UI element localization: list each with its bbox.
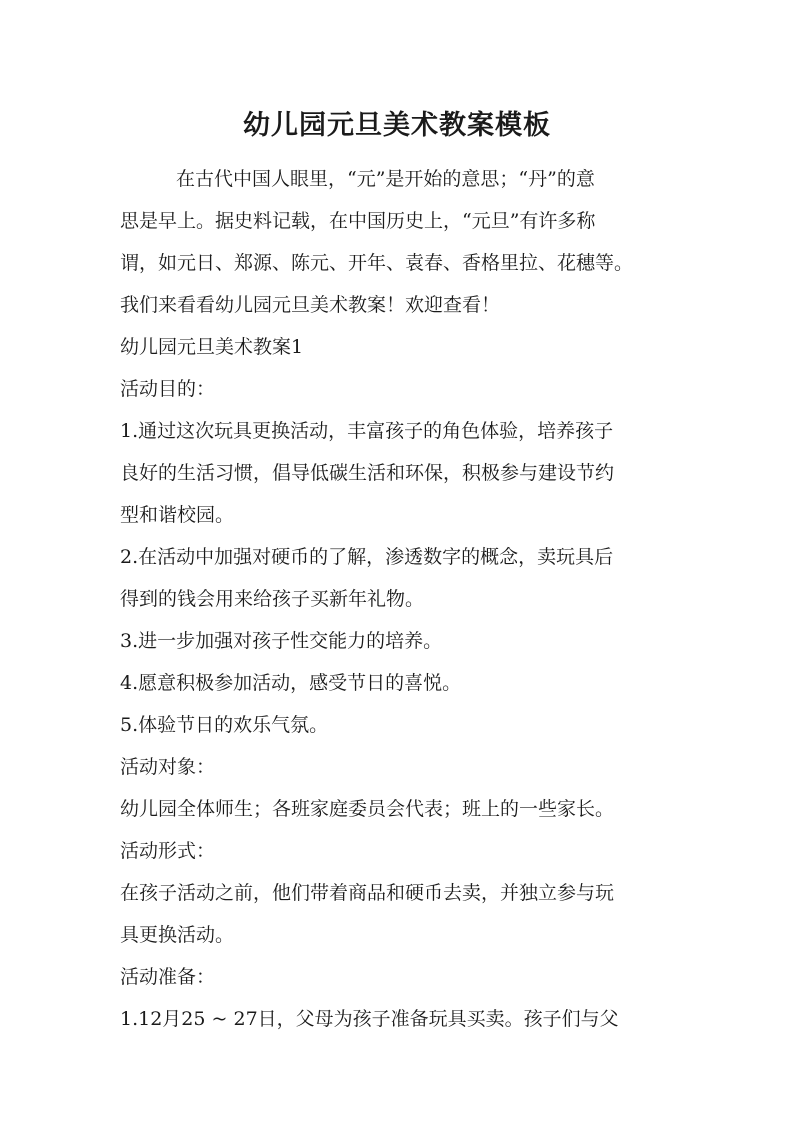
- paragraph-line: 在孩子活动之前，他们带着商品和硬币去卖，并独立参与玩: [120, 882, 615, 904]
- paragraph-line: 在古代中国人眼里，“元”是开始的意思；“丹”的意: [176, 168, 595, 190]
- paragraph-line: 1.通过这次玩具更换活动，丰富孩子的角色体验，培养孩子: [120, 420, 614, 442]
- paragraph-line: 2.在活动中加强对硬币的了解，渗透数字的概念，卖玩具后: [120, 546, 614, 568]
- document-body: [120, 158, 680, 1040]
- section-label: 活动对象：: [120, 756, 216, 778]
- section-label: 活动目的：: [120, 378, 216, 400]
- paragraph-line: 思是早上。据史料记载，在中国历史上，“元旦”有许多称: [120, 210, 596, 232]
- paragraph-line: 4.愿意积极参加活动，感受节日的喜悦。: [120, 672, 462, 694]
- document-title: 幼儿园元旦美术教案模板: [243, 110, 551, 141]
- paragraph-line: 谓，如元日、郑源、陈元、开年、袁春、香格里拉、花穗等。: [120, 252, 634, 274]
- section-label: 活动准备：: [120, 966, 216, 988]
- section-heading: 幼儿园元旦美术教案1: [120, 336, 304, 358]
- paragraph-line: 得到的钱会用来给孩子买新年礼物。: [120, 588, 425, 610]
- paragraph-line: 型和谐校园。: [120, 504, 235, 526]
- paragraph-line: 幼儿园全体师生；各班家庭委员会代表；班上的一些家长。: [120, 798, 615, 820]
- paragraph-line: 1.12月25 ~ 27日，父母为孩子准备玩具买卖。孩子们与父: [120, 1008, 619, 1030]
- paragraph-line: 5.体验节日的欢乐气氛。: [120, 714, 329, 736]
- paragraph-line: 良好的生活习惯，倡导低碳生活和环保，积极参与建设节约: [120, 462, 615, 484]
- paragraph-line: 具更换活动。: [120, 924, 235, 946]
- section-label: 活动形式：: [120, 840, 216, 862]
- paragraph-line: 我们来看看幼儿园元旦美术教案！欢迎查看！: [120, 294, 501, 316]
- paragraph-line: 3.进一步加强对孩子性交能力的培养。: [120, 630, 443, 652]
